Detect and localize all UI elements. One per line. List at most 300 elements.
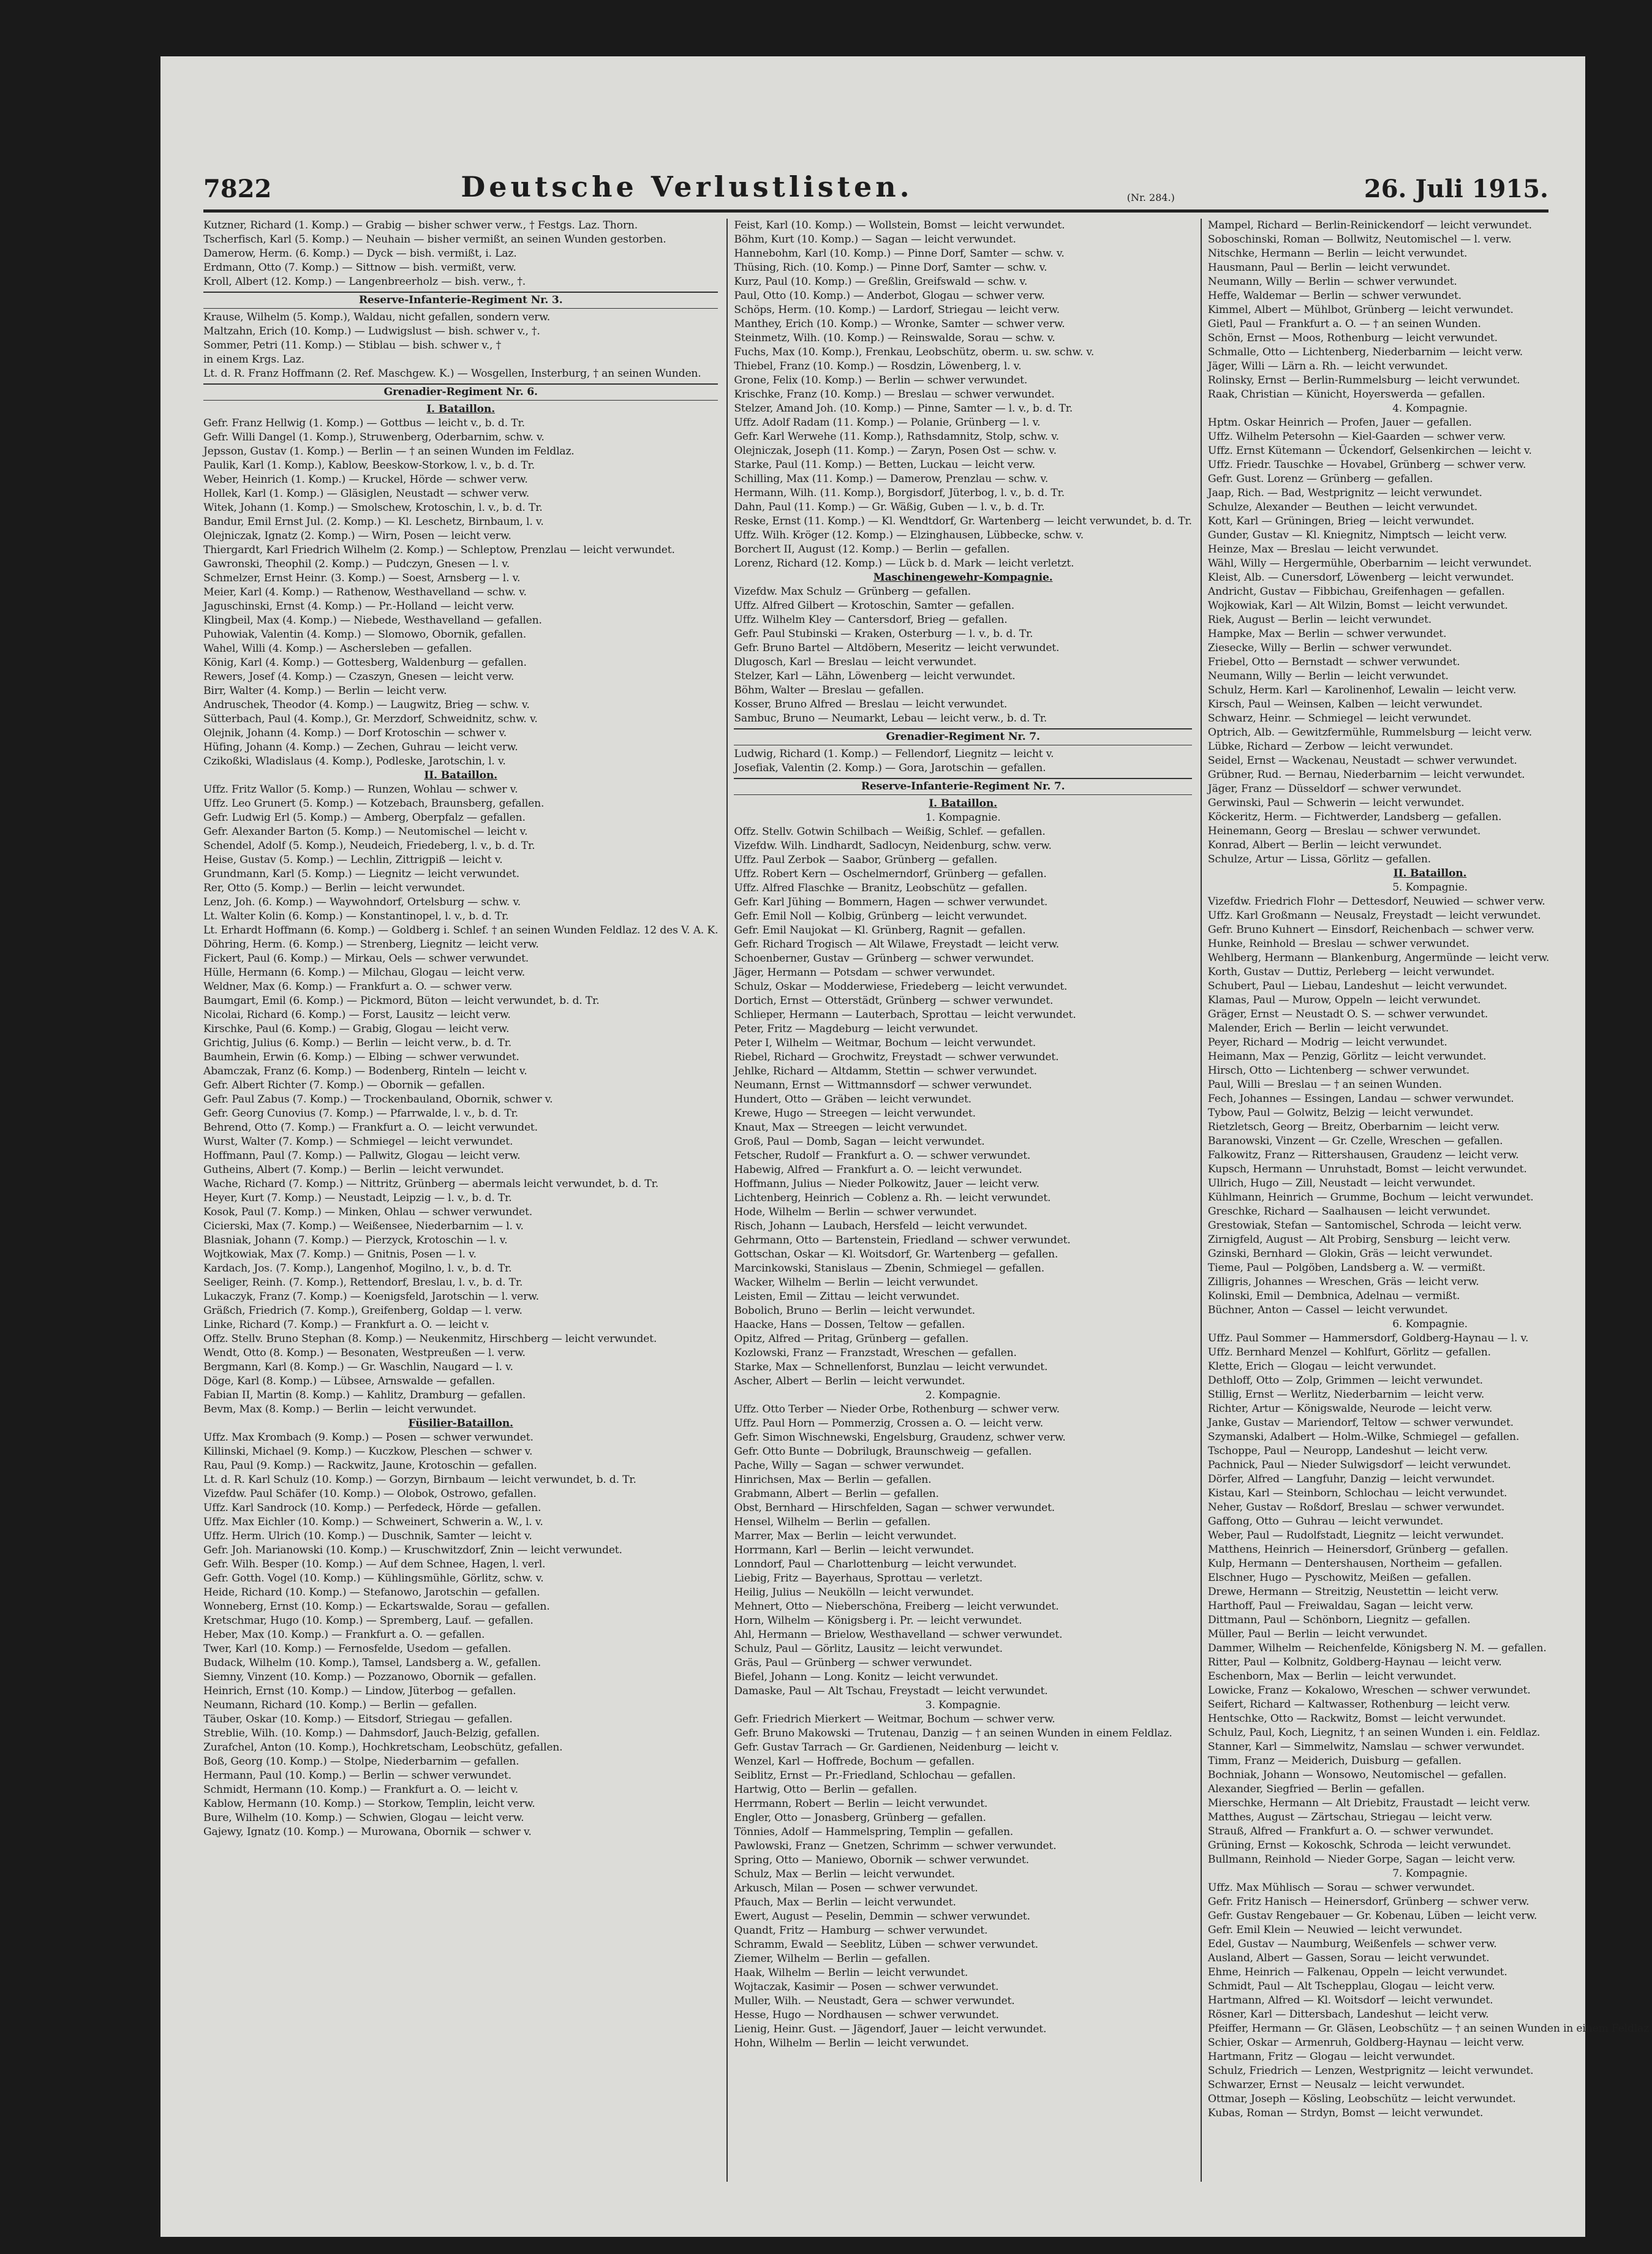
casualty-entry: Uffz. Ernst Kütemann — Ückendorf, Gelsenkirchen — leicht v. (1207, 445, 1532, 457)
casualty-entry: Kretschmar, Hugo (10. Komp.) — Spremberg, Lauf. — gefallen. (203, 1615, 534, 1627)
casualty-entry: Wojtaczak, Kasimir — Posen — schwer verwundet. (734, 1981, 999, 1993)
casualty-entry: Krischke, Franz (10. Komp.) — Breslau — schwer verwundet. (734, 388, 1055, 401)
casualty-entry: Drewe, Hermann — Streitzig, Neustettin — leicht verw. (1207, 1586, 1499, 1598)
casualty-entry: Gawronski, Theophil (2. Komp.) — Pudczyn, Gnesen — l. v. (203, 558, 510, 570)
casualty-entry: Hptm. Oskar Heinrich — Profen, Jauer — gefallen. (1207, 417, 1472, 429)
casualty-entry: Ehme, Heinrich — Falkenau, Oppeln — leicht verwundet. (1207, 1966, 1507, 1978)
casualty-entry: Greschke, Richard — Saalhausen — leicht verwundet. (1207, 1205, 1490, 1218)
casualty-entry: Hoffmann, Paul (7. Komp.) — Pallwitz, Glogau — leicht verw. (203, 1150, 521, 1162)
casualty-entry: Gefr. Karl Werwehe (11. Komp.), Rathsdamnitz, Stolp, schw. v. (734, 431, 1059, 443)
casualty-entry: Gefr. Friedrich Mierkert — Weitmar, Bochum — schwer verw. (734, 1713, 1055, 1725)
casualty-entry: Schmalle, Otto — Lichtenberg, Niederbarnim — leicht verw. (1207, 346, 1523, 358)
casualty-entry: Uffz. Max Mühlisch — Sorau — schwer verwundet. (1207, 1882, 1475, 1894)
casualty-entry: Wojtkowiak, Max (7. Komp.) — Gnitnis, Posen — l. v. (203, 1248, 477, 1261)
casualty-entry: Schlieper, Hermann — Lauterbach, Sprottau — leicht verwundet. (734, 1009, 1076, 1021)
battalion-heading: I. Bataillon. (929, 797, 997, 810)
casualty-entry: Neumann, Willy — Berlin — leicht verwundet. (1207, 670, 1449, 682)
casualty-entry: Wehlberg, Hermann — Blankenburg, Angermünde — leicht verw. (1207, 952, 1550, 964)
casualty-entry: Heinemann, Georg — Breslau — schwer verwundet. (1207, 825, 1481, 837)
casualty-entry: Neumann, Ernst — Wittmannsdorf — schwer verwundet. (734, 1079, 1032, 1091)
casualty-entry: Thiergardt, Karl Friedrich Wilhelm (2. Komp.) — Schleptow, Prenzlau — leicht verwundet. (203, 544, 675, 556)
casualty-entry: Hinrichsen, Max — Berlin — gefallen. (734, 1474, 932, 1486)
casualty-entry: Gefr. Emil Klein — Neuwied — leicht verwundet. (1207, 1924, 1463, 1936)
casualty-entry: Uffz. Adolf Radam (11. Komp.) — Polanie, Grünberg — l. v. (734, 417, 1041, 429)
casualty-entry: Uffz. Karl Sandrock (10. Komp.) — Perfedeck, Hörde — gefallen. (203, 1502, 541, 1514)
casualty-entry: Gefr. Joh. Marianowski (10. Komp.) — Kruschwitzdorf, Znin — leicht verwundet. (203, 1544, 622, 1556)
casualty-entry: Engler, Otto — Jonasberg, Grünberg — gefallen. (734, 1812, 986, 1824)
casualty-entry: Olejnik, Johann (4. Komp.) — Dorf Krotoschin — schwer v. (203, 727, 507, 739)
casualty-entry: Kurz, Paul (10. Komp.) — Greßlin, Greifswald — schw. v. (734, 276, 1028, 288)
casualty-entry: Lowicke, Franz — Kokalowo, Wreschen — schwer verwundet. (1207, 1684, 1531, 1697)
casualty-entry: Leisten, Emil — Zittau — leicht verwundet. (734, 1291, 960, 1303)
casualty-entry: Vizefdw. Wilh. Lindhardt, Sadlocyn, Neidenburg, schw. verw. (734, 840, 1052, 852)
casualty-entry: Fuchs, Max (10. Komp.), Frenkau, Leobschütz, oberm. u. sw. schw. v. (734, 346, 1095, 358)
casualty-entry: Zurafchel, Anton (10. Komp.), Hochkretscham, Leobschütz, gefallen. (203, 1741, 563, 1754)
casualty-entry: Bergmann, Karl (8. Komp.) — Gr. Waschlin, Naugard — l. v. (203, 1361, 513, 1373)
casualty-entry: Thüsing, Rich. (10. Komp.) — Pinne Dorf, Samter — schw. v. (734, 262, 1047, 274)
casualty-entry: Krause, Wilhelm (5. Komp.), Waldau, nicht gefallen, sondern verw. (203, 311, 550, 323)
casualty-entry: Dammer, Wilhelm — Reichenfelde, Königsberg N. M. — gefallen. (1207, 1642, 1547, 1654)
casualty-entry: Uffz. Fritz Wallor (5. Komp.) — Runzen, Wohlau — schwer v. (203, 783, 518, 796)
casualty-entry: Schmidt, Paul — Alt Tschepplau, Glogau — leicht verw. (1207, 1980, 1495, 1992)
casualty-entry: Gefr. Wilh. Besper (10. Komp.) — Auf dem Schnee, Hagen, l. verl. (203, 1558, 546, 1570)
casualty-entry: Grichtig, Julius (6. Komp.) — Berlin — leicht verw., b. d. Tr. (203, 1037, 511, 1049)
casualty-entry: Ziemer, Wilhelm — Berlin — gefallen. (734, 1953, 930, 1965)
casualty-entry: Feist, Karl (10. Komp.) — Wollstein, Bomst — leicht verwundet. (734, 219, 1065, 232)
casualty-entry: Horn, Wilhelm — Königsberg i. Pr. — leicht verwundet. (734, 1615, 1022, 1627)
casualty-entry: Krewe, Hugo — Streegen — leicht verwundet. (734, 1107, 976, 1120)
casualty-entry: Offz. Stellv. Bruno Stephan (8. Komp.) — Neukenmitz, Hirschberg — leicht verwundet. (203, 1333, 657, 1345)
casualty-entry: Hausmann, Paul — Berlin — leicht verwundet. (1207, 262, 1450, 274)
casualty-entry: Schwarz, Heinr. — Schmiegel — leicht verwundet. (1207, 712, 1471, 725)
casualty-entry: Kozlowski, Franz — Franzstadt, Wreschen — gefallen. (734, 1347, 1017, 1359)
casualty-entry: Gefr. Gotth. Vogel (10. Komp.) — Kühlingsmühle, Görlitz, schw. v. (203, 1572, 544, 1585)
casualty-entry: Stelzer, Karl — Lähn, Löwenberg — leicht verwundet. (734, 670, 1016, 682)
casualty-entry: Lienig, Heinr. Gust. — Jägendorf, Jauer — leicht verwundet. (734, 2023, 1047, 2035)
casualty-entry: Rösner, Karl — Dittersbach, Landeshut — leicht verw. (1207, 2008, 1489, 2021)
casualty-entry: Hermann, Wilh. (11. Komp.), Borgisdorf, Jüterbog, l. v., b. d. Tr. (734, 487, 1065, 499)
casualty-entry: Jehlke, Richard — Altdamm, Stettin — schwer verwundet. (734, 1065, 1037, 1077)
casualty-entry: Gefr. Alexander Barton (5. Komp.) — Neutomischel — leicht v. (203, 826, 528, 838)
casualty-entry: Andruschek, Theodor (4. Komp.) — Laugwitz, Brieg — schw. v. (203, 699, 530, 711)
casualty-entry: Maltzahn, Erich (10. Komp.) — Ludwigslust — bish. schwer v., †. (203, 325, 540, 337)
casualty-entry: Horrmann, Karl — Berlin — leicht verwundet. (734, 1544, 974, 1556)
casualty-entry: Josefiak, Valentin (2. Komp.) — Gora, Jarotschin — gefallen. (734, 762, 1046, 774)
casualty-entry: Paul, Willi — Breslau — † an seinen Wunden. (1207, 1079, 1443, 1091)
casualty-entry: Damerow, Herm. (6. Komp.) — Dyck — bish. vermißt, i. Laz. (203, 247, 517, 260)
casualty-entry: Gefr. Bruno Kuhnert — Einsdorf, Reichenbach — schwer verw. (1207, 924, 1534, 936)
casualty-entry: Gefr. Ludwig Erl (5. Komp.) — Amberg, Oberpfalz — gefallen. (203, 812, 526, 824)
casualty-entry: Uffz. Herm. Ulrich (10. Komp.) — Duschnik, Samter — leicht v. (203, 1530, 532, 1542)
casualty-entry: Hannebohm, Karl (10. Komp.) — Pinne Dorf, Samter — schw. v. (734, 247, 1065, 260)
casualty-entry: Gzinski, Bernhard — Glokin, Gräs — leicht verwundet. (1207, 1248, 1493, 1260)
casualty-entry: Reske, Ernst (11. Komp.) — Kl. Wendtdorf, Gr. Wartenberg — leicht verwundet, b. d. Tr. (734, 515, 1192, 527)
casualty-entry: Starke, Paul (11. Komp.) — Betten, Luckau — leicht verw. (734, 459, 1035, 471)
casualty-entry: Schulz, Herm. Karl — Karolinenhof, Lewalin — leicht verw. (1207, 684, 1517, 696)
casualty-entry: Paulik, Karl (1. Komp.), Kablow, Beeskow-Storkow, l. v., b. d. Tr. (203, 459, 535, 472)
casualty-entry: Lichtenberg, Heinrich — Coblenz a. Rh. — leicht verwundet. (734, 1192, 1051, 1204)
casualty-entry: Obst, Bernhard — Hirschfelden, Sagan — schwer verwundet. (734, 1502, 1055, 1514)
casualty-entry: Bochniak, Johann — Wonsowo, Neutomischel — gefallen. (1207, 1769, 1507, 1781)
casualty-entry: Ausland, Albert — Gassen, Sorau — leicht verwundet. (1207, 1952, 1490, 1964)
casualty-entry: Fickert, Paul (6. Komp.) — Mirkau, Oels — schwer verwundet. (203, 952, 529, 965)
casualty-entry: Grestowiak, Stefan — Santomischel, Schroda — leicht verw. (1207, 1219, 1522, 1232)
casualty-entry: Janke, Gustav — Mariendorf, Teltow — schwer verwundet. (1207, 1417, 1514, 1429)
casualty-entry: Blasniak, Johann (7. Komp.) — Pierzyck, Krotoschin — l. v. (203, 1234, 508, 1246)
casualty-entry: Paul, Otto (10. Komp.) — Anderbot, Glogau — schwer verw. (734, 290, 1045, 302)
casualty-entry: Harthoff, Paul — Freiwaldau, Sagan — leicht verw. (1207, 1600, 1474, 1612)
casualty-entry: Czikoßki, Wladislaus (4. Komp.), Podleske, Jarotschin, l. v. (203, 755, 506, 767)
casualty-entry: Lt. Walter Kolin (6. Komp.) — Konstantinopel, l. v., b. d. Tr. (203, 910, 509, 922)
casualty-entry: Puhowiak, Valentin (4. Komp.) — Slomowo, Obornik, gefallen. (203, 628, 526, 641)
casualty-entry: Uffz. Robert Kern — Oschelmerndorf, Grünberg — gefallen. (734, 868, 1047, 880)
company-heading: 3. Kompagnie. (925, 1699, 1001, 1711)
casualty-entry: Schoenberner, Gustav — Grünberg — schwer verwundet. (734, 952, 1034, 965)
casualty-entry: Pfauch, Max — Berlin — leicht verwundet. (734, 1896, 956, 1909)
casualty-entry: Schöps, Herm. (10. Komp.) — Lardorf, Striegau — leicht verw. (734, 304, 1060, 316)
casualty-entry: Kimmel, Albert — Mühlbot, Grünberg — leicht verwundet. (1207, 304, 1514, 316)
casualty-entry: Riek, August — Berlin — leicht verwundet. (1207, 614, 1431, 626)
casualty-entry: Seiblitz, Ernst — Pr.-Friedland, Schlochau — gefallen. (734, 1770, 1016, 1782)
casualty-entry: Stanner, Karl — Simmelwitz, Namslau — schwer verwundet. (1207, 1741, 1525, 1753)
casualty-entry: Uffz. Otto Terber — Nieder Orbe, Rothenburg — schwer verw. (734, 1403, 1060, 1415)
casualty-entry: Schmelzer, Ernst Heinr. (3. Komp.) — Soest, Arnsberg — l. v. (203, 572, 521, 584)
casualty-entry: Manthey, Erich (10. Komp.) — Wronke, Samter — schwer verw. (734, 318, 1065, 330)
casualty-entry: Dortich, Ernst — Otterstädt, Grünberg — schwer verwundet. (734, 995, 1054, 1007)
casualty-entry: Vizefdw. Friedrich Flohr — Dettesdorf, Neuwied — schwer verw. (1207, 895, 1545, 908)
casualty-entry: Heise, Gustav (5. Komp.) — Lechlin, Zittrigpiß — leicht v. (203, 854, 503, 866)
casualty-entry: Klette, Erich — Glogau — leicht verwundet. (1207, 1360, 1436, 1373)
regiment-heading: Grenadier-Regiment Nr. 7. (734, 728, 1192, 745)
casualty-entry: Gefr. Gust. Lorenz — Grünberg — gefallen. (1207, 473, 1433, 485)
casualty-entry: Hampke, Max — Berlin — schwer verwundet. (1207, 628, 1447, 640)
casualty-entry: Wendt, Otto (8. Komp.) — Besonaten, Westpreußen — l. verw. (203, 1347, 526, 1359)
casualty-entry: Schulze, Artur — Lissa, Görlitz — gefallen. (1207, 853, 1431, 865)
casualty-entry: Kulp, Hermann — Dentershausen, Northeim — gefallen. (1207, 1558, 1503, 1570)
company-heading: 6. Kompagnie. (1392, 1318, 1468, 1330)
casualty-entry: Grüning, Ernst — Kokoschk, Schroda — leicht verwundet. (1207, 1839, 1511, 1852)
company-heading: 2. Kompagnie. (925, 1389, 1001, 1401)
casualty-entry: Kistau, Karl — Steinborn, Schlochau — leicht verwundet. (1207, 1487, 1507, 1499)
column-2 (726, 219, 1192, 2182)
casualty-entry: Döge, Karl (8. Komp.) — Lübsee, Arnswalde — gefallen. (203, 1375, 496, 1387)
casualty-entry: Hartmann, Fritz — Glogau — leicht verwundet. (1207, 2051, 1455, 2063)
company-heading: 5. Kompagnie. (1392, 881, 1468, 894)
casualty-entry: Korth, Gustav — Duttiz, Perleberg — leicht verwundet. (1207, 966, 1495, 978)
casualty-entry: Raak, Christian — Künicht, Hoyerswerda — gefallen. (1207, 388, 1485, 401)
casualty-entry: Tschoppe, Paul — Neuropp, Landeshut — leicht verw. (1207, 1445, 1488, 1457)
casualty-entry: Zilligris, Johannes — Wreschen, Gräs — leicht verw. (1207, 1276, 1479, 1288)
casualty-entry: Schulz, Max — Berlin — leicht verwundet. (734, 1868, 955, 1880)
casualty-entry: Stillig, Ernst — Werlitz, Niederbarnim — leicht verw. (1207, 1389, 1485, 1401)
casualty-entry: Biefel, Johann — Long. Konitz — leicht verwundet. (734, 1671, 998, 1683)
casualty-entry: Risch, Johann — Laubach, Hersfeld — leicht verwundet. (734, 1220, 1028, 1232)
casualty-entry: Uffz. Leo Grunert (5. Komp.) — Kotzebach, Braunsberg, gefallen. (203, 797, 545, 810)
casualty-entry: Groß, Paul — Domb, Sagan — leicht verwundet. (734, 1136, 985, 1148)
casualty-entry: Uffz. Wilh. Kröger (12. Komp.) — Elzinghausen, Lübbecke, schw. v. (734, 529, 1084, 541)
casualty-entry: in einem Krgs. Laz. (203, 353, 304, 366)
company-heading: 7. Kompagnie. (1392, 1868, 1468, 1880)
casualty-entry: Gefr. Fritz Hanisch — Heinersdorf, Grünberg — schwer verw. (1207, 1896, 1529, 1908)
casualty-entry: Heide, Richard (10. Komp.) — Stefanowo, Jarotschin — gefallen. (203, 1586, 540, 1599)
casualty-entry: Tieme, Paul — Polgöben, Landsberg a. W. — vermißt. (1207, 1262, 1485, 1274)
casualty-entry: Strauß, Alfred — Frankfurt a. O. — schwer verwundet. (1207, 1825, 1494, 1838)
casualty-entry: Gräs, Paul — Grünberg — schwer verwundet. (734, 1657, 972, 1669)
casualty-entry: Seeliger, Reinh. (7. Komp.), Rettendorf, Breslau, l. v., b. d. Tr. (203, 1276, 523, 1289)
casualty-entry: Uffz. Alfred Gilbert — Krotoschin, Samter — gefallen. (734, 600, 1015, 612)
casualty-entry: Lübke, Richard — Zerbow — leicht verwundet. (1207, 741, 1454, 753)
battalion-heading: I. Bataillon. (426, 403, 496, 415)
casualty-entry: Fech, Johannes — Essingen, Landau — schwer verwundet. (1207, 1093, 1514, 1105)
casualty-entry: Grübner, Rud. — Bernau, Niederbarnim — leicht verwundet. (1207, 769, 1525, 781)
casualty-entry: Hunke, Reinhold — Breslau — schwer verwundet. (1207, 938, 1469, 950)
casualty-entry: Gunder, Gustav — Kl. Kniegnitz, Nimptsch — leicht verw. (1207, 529, 1507, 541)
casualty-entry: Hartmann, Alfred — Kl. Woitsdorf — leicht verwundet. (1207, 1994, 1493, 2007)
casualty-entry: Alexander, Siegfried — Berlin — gefallen. (1207, 1783, 1425, 1795)
casualty-entry: Herrmann, Robert — Berlin — leicht verwundet. (734, 1798, 988, 1810)
casualty-entry: Gefr. Emil Noll — Kolbig, Grünberg — leicht verwundet. (734, 910, 1027, 922)
casualty-entry: Hartwig, Otto — Berlin — gefallen. (734, 1784, 918, 1796)
casualty-entry: Heinrich, Ernst (10. Komp.) — Lindow, Jüterbog — gefallen. (203, 1685, 516, 1697)
casualty-entry: Hensel, Wilhelm — Berlin — gefallen. (734, 1516, 930, 1528)
casualty-entry: Müller, Paul — Berlin — leicht verwundet. (1207, 1628, 1428, 1640)
casualty-entry: Opitz, Alfred — Pritag, Grünberg — gefallen. (734, 1333, 969, 1345)
casualty-entry: Twer, Karl (10. Komp.) — Fernosfelde, Usedom — gefallen. (203, 1643, 511, 1655)
casualty-entry: Hermann, Paul (10. Komp.) — Berlin — schwer verwundet. (203, 1770, 511, 1782)
casualty-entry: Budack, Wilhelm (10. Komp.), Tamsel, Landsberg a. W., gefallen. (203, 1657, 541, 1669)
casualty-entry: Heffe, Waldemar — Berlin — schwer verwundet. (1207, 290, 1462, 302)
casualty-entry: Stelzer, Amand Joh. (10. Komp.) — Pinne, Samter — l. v., b. d. Tr. (734, 402, 1073, 415)
casualty-entry: Schendel, Adolf (5. Komp.), Neudeich, Friedeberg, l. v., b. d. Tr. (203, 840, 535, 852)
casualty-entry: Jäger, Willi — Lärn a. Rh. — leicht verwundet. (1207, 360, 1448, 372)
casualty-entry: Heimann, Max — Penzig, Görlitz — leicht verwundet. (1207, 1050, 1487, 1063)
page-number: 7822 (203, 175, 272, 203)
casualty-entry: Tybow, Paul — Golwitz, Belzig — leicht verwundet. (1207, 1107, 1474, 1119)
casualty-entry: Jepsson, Gustav (1. Komp.) — Berlin — † an seinen Wunden im Feldlaz. (203, 445, 575, 458)
casualty-entry: Haak, Wilhelm — Berlin — leicht verwundet. (734, 1967, 968, 1979)
casualty-entry: Optrich, Alb. — Gewitzfermühle, Rummelsburg — leicht verw. (1207, 726, 1532, 739)
casualty-entry: Hülle, Hermann (6. Komp.) — Milchau, Glogau — leicht verw. (203, 967, 525, 979)
casualty-entry: Seidel, Ernst — Wackenau, Neustadt — schwer verwundet. (1207, 755, 1517, 767)
casualty-entry: Kablow, Hermann (10. Komp.) — Storkow, Templin, leicht verw. (203, 1798, 535, 1810)
casualty-entry: Dittmann, Paul — Schönborn, Liegnitz — gefallen. (1207, 1614, 1471, 1626)
casualty-entry: Fabian II, Martin (8. Komp.) — Kahlitz, Dramburg — gefallen. (203, 1389, 526, 1401)
casualty-entry: Bullmann, Reinhold — Nieder Gorpe, Sagan — leicht verw. (1207, 1853, 1515, 1866)
casualty-entry: Kupsch, Hermann — Unruhstadt, Bomst — leicht verwundet. (1207, 1163, 1527, 1175)
casualty-entry: Heyer, Kurt (7. Komp.) — Neustadt, Leipzig — l. v., b. d. Tr. (203, 1192, 512, 1204)
casualty-entry: Kroll, Albert (12. Komp.) — Langenbreerholz — bish. verw., †. (203, 276, 526, 288)
casualty-entry: Wenzel, Karl — Hoffrede, Bochum — gefallen. (734, 1755, 975, 1768)
casualty-entry: Witek, Johann (1. Komp.) — Smolschew, Krotoschin, l. v., b. d. Tr. (203, 502, 543, 514)
casualty-entry: Schmidt, Hermann (10. Komp.) — Frankfurt a. O. — leicht v. (203, 1784, 518, 1796)
casualty-entry: Heinze, Max — Breslau — leicht verwundet. (1207, 543, 1439, 556)
casualty-entry: Rietzletsch, Georg — Breitz, Oberbarnim — leicht verw. (1207, 1121, 1500, 1133)
casualty-entry: Friebel, Otto — Bernstadt — schwer verwundet. (1207, 656, 1460, 668)
casualty-entry: Schier, Oskar — Armenruh, Goldberg-Haynau — leicht verw. (1207, 2037, 1525, 2049)
casualty-entry: Uffz. Wilhelm Kley — Cantersdorf, Brieg — gefallen. (734, 614, 1008, 626)
casualty-entry: Abamczak, Franz (6. Komp.) — Bodenberg, Rinteln — leicht v. (203, 1065, 527, 1077)
casualty-entry: Vizefdw. Max Schulz — Grünberg — gefallen. (734, 586, 971, 598)
casualty-entry: Thiebel, Franz (10. Komp.) — Rosdzin, Löwenberg, l. v. (734, 360, 1022, 372)
publication-title: Deutsche Verlustlisten. (461, 170, 913, 203)
casualty-entry: Köckeritz, Herm. — Fichtwerder, Landsberg — gefallen. (1207, 811, 1502, 823)
casualty-entry: Gefr. Albert Richter (7. Komp.) — Obornik — gefallen. (203, 1079, 485, 1091)
casualty-entry: Schramm, Ewald — Seeblitz, Lüben — schwer verwundet. (734, 1939, 1038, 1951)
casualty-entry: Täuber, Oskar (10. Komp.) — Eitsdorf, Striegau — gefallen. (203, 1713, 513, 1725)
casualty-entry: Seifert, Richard — Kaltwasser, Rothenburg — leicht verw. (1207, 1698, 1511, 1711)
casualty-entry: Ziesecke, Willy — Berlin — schwer verwundet. (1207, 642, 1452, 654)
casualty-entry: Matthes, August — Zärtschau, Striegau — leicht verw. (1207, 1811, 1493, 1823)
casualty-entry: Tscherfisch, Karl (5. Komp.) — Neuhain — bisher vermißt, an seinen Wunden gestorben. (203, 233, 666, 246)
casualty-entry: Böhm, Walter — Breslau — gefallen. (734, 684, 924, 696)
casualty-entry: Schwarzer, Ernst — Neusalz — leicht verwundet. (1207, 2079, 1465, 2091)
casualty-entry: Wojkowiak, Karl — Alt Wilzin, Bomst — leicht verwundet. (1207, 600, 1508, 612)
casualty-entry: Schulz, Friedrich — Lenzen, Westprignitz — leicht verwundet. (1207, 2065, 1534, 2077)
casualty-entry: Gräßch, Friedrich (7. Komp.), Greifenberg, Goldap — l. verw. (203, 1305, 522, 1317)
casualty-entry: Gefr. Otto Bunte — Dobrilugk, Braunschweig — gefallen. (734, 1446, 1032, 1458)
newspaper-page (160, 56, 1652, 2237)
casualty-entry: Mierschke, Hermann — Alt Driebitz, Fraustadt — leicht verw. (1207, 1797, 1531, 1809)
casualty-entry: Heilig, Julius — Neukölln — leicht verwundet. (734, 1586, 974, 1599)
casualty-entry: Schulz, Paul — Görlitz, Lausitz — leicht verwundet. (734, 1643, 1003, 1655)
casualty-entry: Arkusch, Milan — Posen — schwer verwundet. (734, 1882, 978, 1894)
casualty-entry: Gefr. Franz Hellwig (1. Komp.) — Gottbus — leicht v., b. d. Tr. (203, 417, 525, 429)
casualty-entry: Neher, Gustav — Roßdorf, Breslau — schwer verwundet. (1207, 1501, 1505, 1513)
casualty-entry: Uffz. Paul Horn — Pommerzig, Crossen a. O. — leicht verw. (734, 1417, 1043, 1430)
casualty-entry: Hundert, Otto — Gräben — leicht verwundet. (734, 1093, 971, 1106)
casualty-entry: Sommer, Petri (11. Komp.) — Stiblau — bish. schwer v., † (203, 339, 501, 352)
casualty-entry: Gefr. Richard Trogisch — Alt Wilawe, Freystadt — leicht verw. (734, 938, 1060, 951)
casualty-entry: Grone, Felix (10. Komp.) — Berlin — schwer verwundet. (734, 374, 1028, 386)
casualty-entry: Ludwig, Richard (1. Komp.) — Fellendorf, Liegnitz — leicht v. (734, 748, 1054, 760)
casualty-entry: Lukaczyk, Franz (7. Komp.) — Koenigsfeld, Jarotschin — l. verw. (203, 1291, 539, 1303)
columns (203, 219, 1652, 2182)
casualty-entry: Edel, Gustav — Naumburg, Weißenfels — schwer verw. (1207, 1938, 1497, 1950)
casualty-entry: Uffz. Friedr. Tauschke — Hovabel, Grünberg — schwer verw. (1207, 459, 1526, 471)
casualty-entry: Boß, Georg (10. Komp.) — Stolpe, Niederbarnim — gefallen. (203, 1755, 519, 1768)
casualty-entry: Kleist, Alb. — Cunersdorf, Löwenberg — leicht verwundet. (1207, 571, 1514, 584)
casualty-entry: Kosser, Bruno Alfred — Breslau — leicht verwundet. (734, 698, 1008, 710)
casualty-entry: Eschenborn, Max — Berlin — leicht verwundet. (1207, 1670, 1457, 1683)
casualty-entry: Ullrich, Hugo — Zill, Neustadt — leicht verwundet. (1207, 1177, 1476, 1189)
casualty-entry: Jäger, Hermann — Potsdam — schwer verwundet. (734, 967, 995, 979)
casualty-entry: Gietl, Paul — Frankfurt a. O. — † an seinen Wunden. (1207, 318, 1481, 330)
page-header (203, 148, 1548, 203)
casualty-entry: Schön, Ernst — Moos, Rothenburg — leicht verwundet. (1207, 332, 1498, 344)
casualty-entry: Erdmann, Otto (7. Komp.) — Sittnow — bish. vermißt, verw. (203, 262, 516, 274)
casualty-entry: Jäger, Franz — Düsseldorf — schwer verwundet. (1207, 783, 1462, 795)
casualty-entry: Mehnert, Otto — Nieberschöna, Freiberg — leicht verwundet. (734, 1600, 1059, 1613)
casualty-entry: Gefr. Karl Jühing — Bommern, Hagen — schwer verwundet. (734, 896, 1048, 908)
casualty-entry: Lorenz, Richard (12. Komp.) — Lück b. d. Mark — leicht verletzt. (734, 557, 1074, 570)
casualty-entry: Hesse, Hugo — Nordhausen — schwer verwundet. (734, 2009, 999, 2021)
casualty-entry: Damaske, Paul — Alt Tschau, Freystadt — leicht verwundet. (734, 1685, 1048, 1697)
casualty-entry: Tönnies, Adolf — Hammelspring, Templin — gefallen. (734, 1826, 1014, 1838)
casualty-entry: Zirnigfeld, August — Alt Probirg, Sensburg — leicht verw. (1207, 1234, 1511, 1246)
casualty-entry: Büchner, Anton — Cassel — leicht verwundet. (1207, 1304, 1448, 1316)
issue-number: (Nr. 284.) (1126, 192, 1175, 203)
casualty-entry: Bure, Wilhelm (10. Komp.) — Schwien, Glogau — leicht verw. (203, 1812, 524, 1824)
casualty-entry: Gefr. Bruno Bartel — Altdöbern, Meseritz — leicht verwundet. (734, 642, 1060, 654)
casualty-entry: Jaguschinski, Ernst (4. Komp.) — Pr.-Holland — leicht verw. (203, 600, 515, 612)
casualty-entry: Spring, Otto — Maniewo, Obornik — schwer verwundet. (734, 1854, 1029, 1866)
casualty-entry: Peter I, Wilhelm — Weitmar, Bochum — leicht verwundet. (734, 1037, 1036, 1049)
casualty-entry: Ottmar, Joseph — Kösling, Leobschütz — leicht verwundet. (1207, 2093, 1516, 2105)
casualty-entry: Gräger, Ernst — Neustadt O. S. — schwer verwundet. (1207, 1008, 1488, 1020)
casualty-entry: Gefr. Emil Naujokat — Kl. Grünberg, Ragnit — gefallen. (734, 924, 1026, 937)
casualty-entry: Dörfer, Alfred — Langfuhr, Danzig — leicht verwundet. (1207, 1473, 1495, 1485)
casualty-entry: Sambuc, Bruno — Neumarkt, Lebau — leicht verw., b. d. Tr. (734, 712, 1047, 725)
casualty-entry: Lonndorf, Paul — Charlottenburg — leicht verwundet. (734, 1558, 1017, 1570)
casualty-entry: Hirsch, Otto — Lichtenberg — schwer verwundet. (1207, 1065, 1470, 1077)
casualty-entry: Lenz, Joh. (6. Komp.) — Waywohndorf, Ortelsburg — schw. v. (203, 896, 521, 908)
casualty-entry: Linke, Richard (7. Komp.) — Frankfurt a. O. — leicht v. (203, 1319, 489, 1331)
casualty-entry: Uffz. Max Eichler (10. Komp.) — Schweinert, Schwerin a. W., l. v. (203, 1516, 543, 1528)
regiment-heading: Reserve-Infanterie-Regiment Nr. 3. (203, 292, 718, 309)
casualty-entry: Gehrmann, Otto — Bartenstein, Friedland — schwer verwundet. (734, 1234, 1071, 1246)
casualty-entry: Hoffmann, Julius — Nieder Polkowitz, Jauer — leicht verw. (734, 1178, 1039, 1190)
casualty-entry: Gefr. Georg Cunovius (7. Komp.) — Pfarrwalde, l. v., b. d. Tr. (203, 1107, 518, 1120)
casualty-entry: Konrad, Albert — Berlin — leicht verwundet. (1207, 839, 1442, 851)
casualty-entry: Kirsch, Paul — Weinsen, Kalben — leicht verwundet. (1207, 698, 1483, 710)
casualty-entry: Falkowitz, Franz — Rittershausen, Graudenz — leicht verw. (1207, 1149, 1519, 1161)
casualty-entry: Rolinsky, Ernst — Berlin-Rummelsburg — leicht verwundet. (1207, 374, 1520, 386)
battalion-heading: Maschinengewehr-Kompagnie. (873, 571, 1053, 584)
casualty-entry: Olejniczak, Ignatz (2. Komp.) — Wirn, Posen — leicht verw. (203, 530, 511, 542)
casualty-entry: Andricht, Gustav — Fibbichau, Greifenhagen — gefallen. (1207, 586, 1505, 598)
casualty-entry: Schulz, Oskar — Modderwiese, Friedeberg — leicht verwundet. (734, 981, 1068, 993)
casualty-entry: Quandt, Fritz — Hamburg — schwer verwundet. (734, 1924, 988, 1937)
casualty-entry: Matthens, Heinrich — Heinersdorf, Grünberg — gefallen. (1207, 1544, 1509, 1556)
casualty-entry: Uffz. Karl Großmann — Neusalz, Freystadt — leicht verwundet. (1207, 910, 1541, 922)
casualty-entry: Elschner, Hugo — Pyschowitz, Meißen — gefallen. (1207, 1572, 1471, 1584)
casualty-entry: Klamas, Paul — Murow, Oppeln — leicht verwundet. (1207, 994, 1481, 1006)
casualty-entry: Klingbeil, Max (4. Komp.) — Niebede, Westhavelland — gefallen. (203, 614, 542, 627)
casualty-entry: Kühlmann, Heinrich — Grumme, Bochum — leicht verwundet. (1207, 1191, 1534, 1204)
casualty-entry: Uffz. Wilhelm Petersohn — Kiel-Gaarden — schwer verw. (1207, 431, 1506, 443)
casualty-entry: Ascher, Albert — Berlin — leicht verwundet. (734, 1375, 965, 1387)
casualty-entry: Hollek, Karl (1. Komp.) — Gläsiglen, Neustadt — schwer verw. (203, 488, 530, 500)
casualty-entry: Schilling, Max (11. Komp.) — Damerow, Prenzlau — schw. v. (734, 473, 1049, 485)
casualty-entry: Neumann, Willy — Berlin — schwer verwundet. (1207, 276, 1457, 288)
casualty-entry: Mampel, Richard — Berlin-Reinickendorf — leicht verwundet. (1207, 219, 1532, 232)
casualty-entry: Gefr. Willi Dangel (1. Komp.), Struwenberg, Oderbarnim, schw. v. (203, 431, 545, 443)
casualty-entry: Richter, Artur — Königswalde, Neurode — leicht verw. (1207, 1403, 1493, 1415)
casualty-entry: Wonneberg, Ernst (10. Komp.) — Eckartswalde, Sorau — gefallen. (203, 1600, 550, 1613)
casualty-entry: Neumann, Richard (10. Komp.) — Berlin — gefallen. (203, 1699, 477, 1711)
casualty-entry: Nicolai, Richard (6. Komp.) — Forst, Lausitz — leicht verw. (203, 1009, 511, 1021)
casualty-entry: Marcinkowski, Stanislaus — Zbenin, Schmiegel — gefallen. (734, 1262, 1044, 1275)
casualty-entry: Hentschke, Otto — Rackwitz, Bomst — leicht verwundet. (1207, 1713, 1506, 1725)
casualty-entry: Birr, Walter (4. Komp.) — Berlin — leicht verw. (203, 685, 447, 697)
casualty-entry: Soboschinski, Roman — Bollwitz, Neutomischel — l. verw. (1207, 233, 1512, 246)
casualty-entry: Gottschan, Oskar — Kl. Woitsdorf, Gr. Wartenberg — gefallen. (734, 1248, 1058, 1261)
casualty-entry: Hüfing, Johann (4. Komp.) — Zechen, Guhrau — leicht verw. (203, 741, 518, 753)
casualty-entry: Baumgart, Emil (6. Komp.) — Pickmord, Büton — leicht verwundet, b. d. Tr. (203, 995, 600, 1007)
casualty-entry: Wurst, Walter (7. Komp.) — Schmiegel — leicht verwundet. (203, 1136, 513, 1148)
casualty-entry: Jaap, Rich. — Bad, Westprignitz — leicht verwundet. (1207, 487, 1482, 499)
battalion-heading: II. Bataillon. (1393, 867, 1467, 880)
casualty-entry: Lt. d. R. Karl Schulz (10. Komp.) — Gorzyn, Birnbaum — leicht verwundet, b. d. Tr. (203, 1474, 636, 1486)
casualty-entry: Uffz. Bernhard Menzel — Kohlfurt, Görlitz — gefallen. (1207, 1346, 1491, 1359)
company-heading: 1. Kompagnie. (925, 812, 1001, 824)
casualty-entry: Kosok, Paul (7. Komp.) — Minken, Ohlau — schwer verwundet. (203, 1206, 532, 1218)
company-heading: 4. Kompagnie. (1392, 402, 1468, 415)
casualty-entry: Gutheins, Albert (7. Komp.) — Berlin — leicht verwundet. (203, 1164, 504, 1176)
casualty-entry: Malender, Erich — Berlin — leicht verwundet. (1207, 1022, 1449, 1035)
casualty-entry: Vizefdw. Paul Schäfer (10. Komp.) — Olobok, Ostrowo, gefallen. (203, 1488, 537, 1500)
casualty-entry: Hode, Wilhelm — Berlin — schwer verwundet. (734, 1206, 977, 1218)
